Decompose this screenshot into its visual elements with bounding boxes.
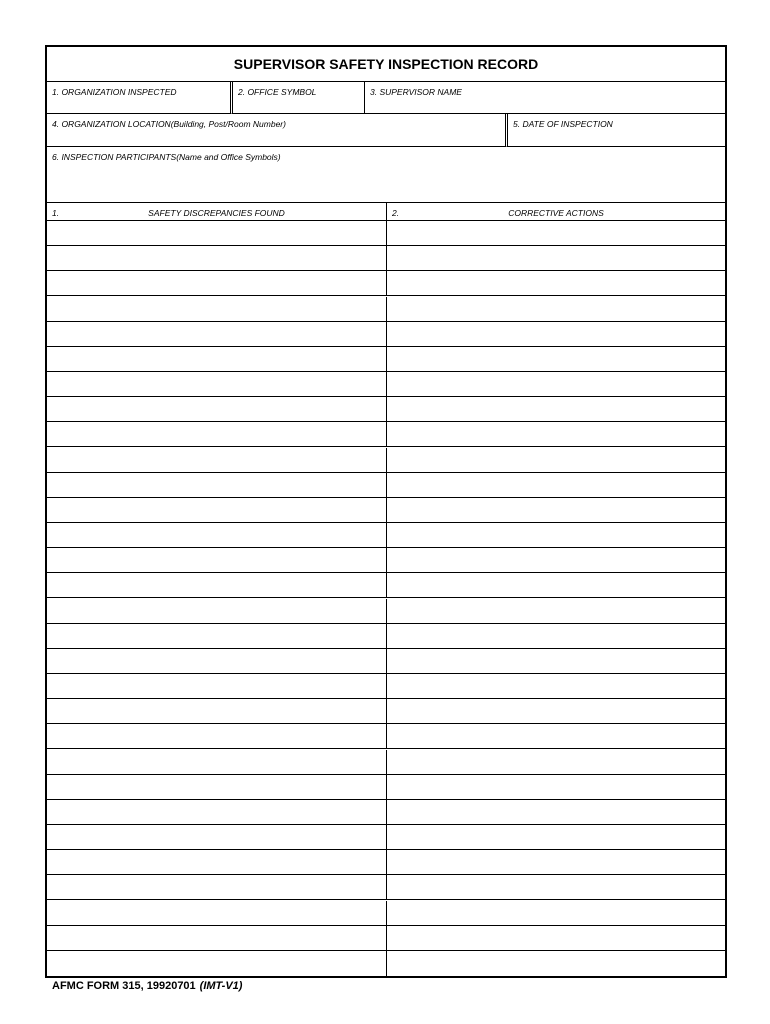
corrective-action-cell[interactable]	[387, 699, 725, 723]
corrective-action-cell[interactable]	[387, 624, 725, 648]
discrepancy-cell[interactable]	[47, 951, 387, 976]
discrepancy-cell[interactable]	[47, 800, 387, 824]
org-location-field[interactable]	[47, 114, 505, 147]
table-row	[47, 850, 725, 875]
table-row	[47, 322, 725, 347]
table-row	[47, 397, 725, 422]
corrective-action-cell[interactable]	[387, 498, 725, 522]
table-row	[47, 724, 725, 749]
table-row	[47, 775, 725, 800]
table-row	[47, 649, 725, 674]
table-row	[47, 473, 725, 498]
participants-field[interactable]	[47, 147, 725, 203]
form-version: (IMT-V1)	[199, 980, 243, 992]
discrepancy-cell[interactable]	[47, 875, 387, 899]
discrepancy-cell[interactable]	[47, 221, 387, 245]
discrepancy-cell[interactable]	[47, 397, 387, 421]
discrepancy-cell[interactable]	[47, 473, 387, 497]
table-row	[47, 548, 725, 573]
office-symbol-label: 2. OFFICE SYMBOL	[238, 87, 317, 97]
discrepancy-cell[interactable]	[47, 674, 387, 698]
table-row	[47, 875, 725, 900]
corrective-action-cell[interactable]	[387, 322, 725, 346]
table-row	[47, 926, 725, 951]
corrective-action-cell[interactable]	[387, 775, 725, 799]
discrepancy-cell[interactable]	[47, 297, 387, 321]
table-row	[47, 800, 725, 825]
corrective-action-cell[interactable]	[387, 422, 725, 446]
discrepancy-cell[interactable]	[47, 724, 387, 748]
corrective-action-cell[interactable]	[387, 750, 725, 774]
discrepancy-cell[interactable]	[47, 422, 387, 446]
corrective-action-cell[interactable]	[387, 271, 725, 295]
corrective-action-cell[interactable]	[387, 599, 725, 623]
corrective-action-cell[interactable]	[387, 875, 725, 899]
org-location-label: 4. ORGANIZATION LOCATION(Building, Post/Room Number)	[52, 119, 286, 129]
discrepancy-cell[interactable]	[47, 372, 387, 396]
corrective-action-cell[interactable]	[387, 800, 725, 824]
date-of-inspection-label: 5. DATE OF INSPECTION	[513, 119, 613, 129]
corrective-action-cell[interactable]	[387, 926, 725, 950]
discrepancy-cell[interactable]	[47, 322, 387, 346]
discrepancy-cell[interactable]	[47, 649, 387, 673]
form-footer	[52, 980, 242, 992]
corrective-action-cell[interactable]	[387, 573, 725, 597]
org-inspected-field[interactable]	[47, 82, 230, 114]
corrective-action-cell[interactable]	[387, 246, 725, 270]
table-row	[47, 498, 725, 523]
org-inspected-label: 1. ORGANIZATION INSPECTED	[52, 87, 177, 97]
table-row	[47, 372, 725, 397]
corrective-action-cell[interactable]	[387, 448, 725, 472]
corrective-action-cell[interactable]	[387, 649, 725, 673]
table-row	[47, 297, 725, 322]
table-row	[47, 246, 725, 271]
table-row	[47, 347, 725, 372]
form-id: AFMC FORM 315, 19920701	[52, 980, 196, 992]
corrective-action-cell[interactable]	[387, 347, 725, 371]
discrepancy-cell[interactable]	[47, 498, 387, 522]
corrective-actions-label: CORRECTIVE ACTIONS	[508, 208, 604, 218]
discrepancy-cell[interactable]	[47, 926, 387, 950]
table-row	[47, 422, 725, 447]
corrective-action-cell[interactable]	[387, 548, 725, 572]
discrepancies-label: SAFETY DISCREPANCIES FOUND	[148, 208, 285, 218]
discrepancy-cell[interactable]	[47, 624, 387, 648]
corrective-action-cell[interactable]	[387, 297, 725, 321]
table-row	[47, 674, 725, 699]
corrective-actions-number: 2.	[392, 208, 400, 218]
table-row	[47, 825, 725, 850]
supervisor-name-field[interactable]	[364, 82, 725, 114]
form-title: SUPERVISOR SAFETY INSPECTION RECORD	[47, 47, 725, 82]
corrective-actions-header	[387, 203, 725, 221]
discrepancy-cell[interactable]	[47, 347, 387, 371]
corrective-action-cell[interactable]	[387, 674, 725, 698]
discrepancy-cell[interactable]	[47, 573, 387, 597]
discrepancy-cell[interactable]	[47, 750, 387, 774]
corrective-action-cell[interactable]	[387, 825, 725, 849]
discrepancy-cell[interactable]	[47, 825, 387, 849]
inspection-table-body	[47, 221, 725, 976]
discrepancy-cell[interactable]	[47, 448, 387, 472]
corrective-action-cell[interactable]	[387, 397, 725, 421]
discrepancy-cell[interactable]	[47, 246, 387, 270]
corrective-action-cell[interactable]	[387, 901, 725, 925]
table-row	[47, 599, 725, 624]
office-symbol-field[interactable]	[230, 82, 364, 114]
table-row	[47, 221, 725, 246]
table-row	[47, 573, 725, 598]
table-row	[47, 523, 725, 548]
table-row	[47, 448, 725, 473]
discrepancy-cell[interactable]	[47, 850, 387, 874]
corrective-action-cell[interactable]	[387, 473, 725, 497]
corrective-action-cell[interactable]	[387, 724, 725, 748]
discrepancy-cell[interactable]	[47, 901, 387, 925]
discrepancy-cell[interactable]	[47, 548, 387, 572]
table-row	[47, 624, 725, 649]
discrepancy-cell[interactable]	[47, 271, 387, 295]
table-row	[47, 271, 725, 296]
discrepancy-cell[interactable]	[47, 599, 387, 623]
table-row	[47, 951, 725, 976]
supervisor-name-label: 3. SUPERVISOR NAME	[370, 87, 462, 97]
corrective-action-cell[interactable]	[387, 221, 725, 245]
participants-label: 6. INSPECTION PARTICIPANTS(Name and Office Symbols)	[52, 152, 281, 162]
discrepancies-number: 1.	[52, 208, 60, 218]
discrepancy-cell[interactable]	[47, 699, 387, 723]
discrepancy-cell[interactable]	[47, 523, 387, 547]
discrepancies-header	[47, 203, 387, 221]
discrepancy-cell[interactable]	[47, 775, 387, 799]
corrective-action-cell[interactable]	[387, 523, 725, 547]
date-of-inspection-field[interactable]	[505, 114, 725, 147]
corrective-action-cell[interactable]	[387, 850, 725, 874]
table-row	[47, 901, 725, 926]
inspection-form	[45, 45, 727, 978]
corrective-action-cell[interactable]	[387, 372, 725, 396]
corrective-action-cell[interactable]	[387, 951, 725, 976]
table-row	[47, 699, 725, 724]
table-row	[47, 750, 725, 775]
